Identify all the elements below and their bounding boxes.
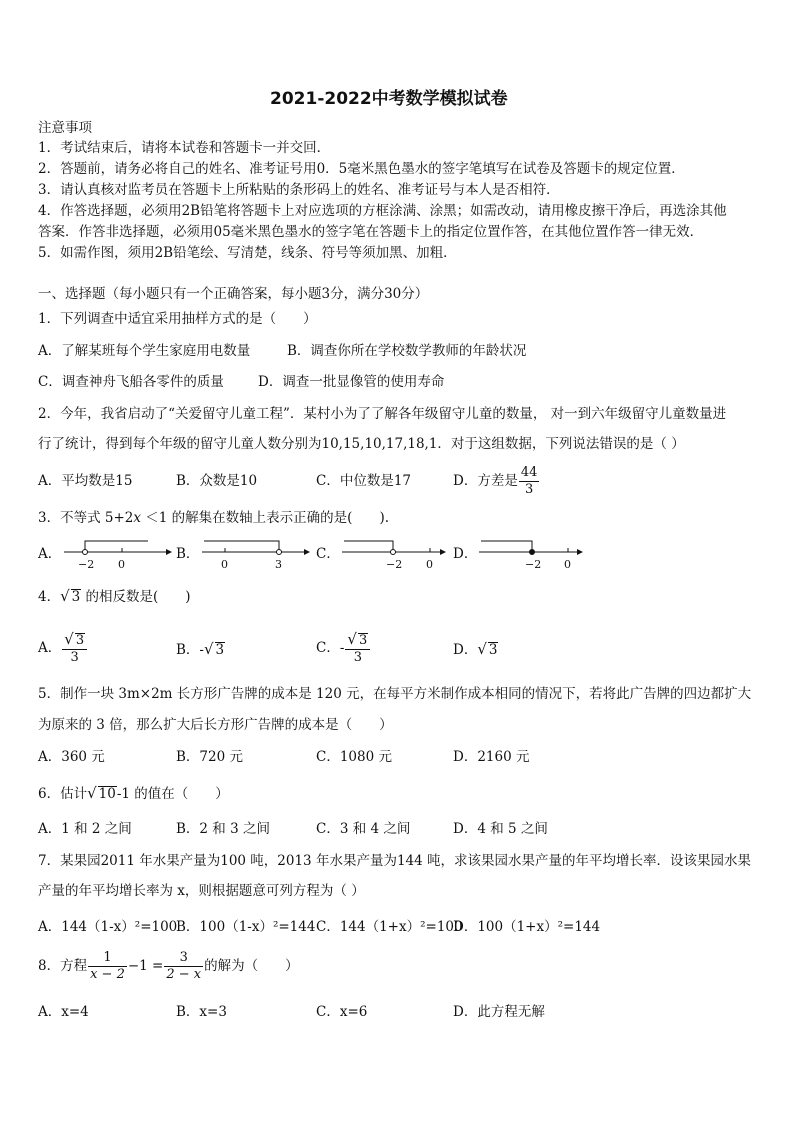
q8-option-d: D．此方程无解 <box>453 1004 545 1020</box>
q4-option-b-label: B．- <box>176 642 204 658</box>
notice-item-4-cont: 答案．作答非选择题，必须用05毫米黑色墨水的签字笔在答题卡上的指定位置作答，在其他位置作答一律无效． <box>38 224 704 240</box>
q7-stem-line2: 产量的年平均增长率为 x，则根据题意可列方程为（ ） <box>38 883 365 899</box>
page-title: 2021-2022中考数学模拟试卷 <box>270 89 508 109</box>
fraction-denominator: 2 − x <box>166 967 202 982</box>
q2-variance-fraction <box>519 466 540 497</box>
number-line-arrow <box>440 549 446 555</box>
q4-option-a-fraction <box>62 632 87 665</box>
q5-stem-line2: 为原来的 3 倍，那么扩大后长方形广告牌的成本是（ ） <box>38 717 393 733</box>
q4-option-d-label: D． <box>453 642 478 658</box>
notice-item-4: 4．作答选择题，必须用2B铅笔将答题卡上对应选项的方框涂满、涂黑；如需改动，请用橡皮擦干净后，再选涂其他 <box>38 203 727 219</box>
q6-option-a: A．1 和 2 之间 <box>38 821 132 837</box>
q7-option-d: D．100（1+x）²=144 <box>453 919 601 935</box>
number-line-arrow <box>166 549 172 555</box>
q8-option-a: A．x=4 <box>38 1004 89 1020</box>
q4-stem <box>38 589 191 605</box>
q2-stem-line2: 行了统计，得到每个年级的留守儿童人数分别为10,15,10,17,18,1．对于这组数据，下列说法错误的是（ ） <box>38 436 685 452</box>
fraction-denominator: 3 <box>524 482 534 497</box>
q1-option-a: A．了解某班每个学生家庭用电数量 <box>38 343 251 359</box>
notice-item-1: 1．考试结束后，请将本试卷和答题卡一并交回． <box>38 140 331 156</box>
solution-ray <box>204 541 279 550</box>
q8-fraction-left <box>88 951 127 982</box>
q2-option-d-label: D．方差是 <box>453 473 518 489</box>
q5-option-b: B．720 元 <box>176 749 243 765</box>
q4-option-c-fraction <box>345 632 370 665</box>
q3-stem-variable: x <box>133 510 141 526</box>
q2-option-d <box>453 466 540 497</box>
q6-option-c: C．3 和 4 之间 <box>316 821 411 837</box>
open-endpoint <box>391 550 396 555</box>
fraction-numerator: 3 <box>164 951 203 967</box>
q3-option-c-label: C． <box>316 546 340 562</box>
q4-option-c <box>316 632 371 665</box>
q2-option-c: C．中位数是17 <box>316 473 412 489</box>
open-endpoint <box>277 550 282 555</box>
tick-label-3: 3 <box>275 558 282 571</box>
q8-option-b: B．x=3 <box>176 1004 227 1020</box>
q8-stem <box>38 951 299 982</box>
q4-option-d <box>453 642 498 658</box>
number-line-arrow <box>304 549 310 555</box>
notice-item-5: 5．如需作图，须用2B铅笔绘、写清楚，线条、符号等须加黑、加粗． <box>38 245 457 261</box>
fraction-numerator: 1 <box>88 951 127 967</box>
q2-option-b: B．众数是10 <box>176 473 258 489</box>
radicand: 3 <box>75 633 85 648</box>
notice-heading: 注意事项 <box>38 120 92 136</box>
tick-label-neg2: −2 <box>78 558 95 571</box>
q4-number: 4． <box>38 589 61 605</box>
tick-label-0: 0 <box>426 558 433 571</box>
fraction-denominator: 3 <box>353 650 362 665</box>
q8-stem-post: 的解为（ ） <box>204 958 299 974</box>
radicand: 3 <box>215 642 225 658</box>
q3-stem-post: ＜1 的解集在数轴上表示正确的是( ). <box>141 510 389 526</box>
q7-option-b: B．100（1-x）²=144 <box>176 919 316 935</box>
q7-stem-line1: 7．某果园2011 年水果产量为100 吨，2013 年水果产量为144 吨，求该果园水果产量的年平均增长率．设该果园水果 <box>38 853 752 869</box>
sqrt-icon: √ <box>347 630 357 648</box>
q3-option-a-label: A． <box>38 546 62 562</box>
q7-option-a: A．144（1-x）²=100 <box>38 919 178 935</box>
q8-stem-pre: 8．方程 <box>38 958 88 974</box>
open-endpoint <box>83 550 88 555</box>
solution-ray <box>85 541 148 550</box>
q6-stem-pre: 6．估计 <box>38 786 88 802</box>
sqrt-icon: √ <box>203 640 214 658</box>
sqrt-icon: √ <box>477 640 487 658</box>
notice-item-3: 3．请认真核对监考员在答题卡上所粘贴的条形码上的姓名、准考证号与本人是否相符． <box>38 182 560 198</box>
q3-stem-pre: 3．不等式 5+2 <box>38 510 134 526</box>
q1-option-c: C．调查神舟飞船各零件的质量 <box>38 374 224 390</box>
q4-option-c-label: C．- <box>316 640 345 656</box>
q1-option-d: D．调查一批显像管的使用寿命 <box>258 374 445 390</box>
q5-option-c: C．1080 元 <box>316 749 392 765</box>
tick-label-0: 0 <box>221 558 228 571</box>
tick-label-0: 0 <box>564 558 571 571</box>
q8-stem-mid: −1 = <box>127 958 164 974</box>
q6-option-d: D．4 和 5 之间 <box>453 821 548 837</box>
sqrt-icon: √ <box>87 784 97 802</box>
q4-radicand: 3 <box>71 589 81 605</box>
q4-option-a <box>38 632 88 665</box>
q2-option-a: A．平均数是15 <box>38 473 133 489</box>
q8-fraction-right <box>164 951 203 982</box>
q6-radicand: 10 <box>98 786 116 802</box>
q2-stem-line1: 2．今年，我省启动了“关爱留守儿童工程”．某村小为了了解各年级留守儿童的数量， 对一到六年级留守儿童数量进 <box>38 406 727 422</box>
solution-ray <box>344 541 393 550</box>
q1-option-b: B．调查你所在学校数学教师的年龄状况 <box>287 343 527 359</box>
q6-stem-post: -1 的值在（ ） <box>116 786 229 802</box>
fraction-denominator: x − 2 <box>90 967 125 982</box>
q3-option-d-label: D． <box>453 546 478 562</box>
q7-option-c: C．144（1+x）²=100 <box>316 919 463 935</box>
q3-option-c-number-line <box>340 538 452 570</box>
section-heading: 一、选择题（每小题只有一个正确答案，每小题3分，满分30分） <box>38 286 429 302</box>
fraction-numerator <box>345 632 370 650</box>
q4-option-b <box>176 642 225 658</box>
q1-stem: 1．下列调查中适宜采用抽样方式的是（ ） <box>38 311 317 327</box>
q6-stem <box>38 786 229 802</box>
q3-option-b-label: B． <box>176 546 200 562</box>
sqrt-icon: √ <box>60 587 70 605</box>
fraction-denominator: 3 <box>70 650 79 665</box>
notice-item-2: 2．答题前，请务必将自己的姓名、准考证号用0．5毫米黑色墨水的签字笔填写在试卷及答题卡的规定位置． <box>38 161 685 177</box>
q3-stem <box>38 512 389 526</box>
q4-option-a-label: A． <box>38 640 62 656</box>
q3-option-d-number-line <box>477 538 589 570</box>
q4-stem-post: 的相反数是( ) <box>81 589 191 605</box>
q5-option-d: D．2160 元 <box>453 749 530 765</box>
q6-option-b: B．2 和 3 之间 <box>176 821 270 837</box>
solution-ray <box>481 541 532 550</box>
closed-endpoint <box>530 550 535 555</box>
radicand: 3 <box>358 633 368 648</box>
q5-option-a: A．360 元 <box>38 749 105 765</box>
tick-label-neg2: −2 <box>386 558 403 571</box>
q3-option-a-number-line <box>62 538 172 570</box>
radicand: 3 <box>488 642 498 658</box>
fraction-numerator: 44 <box>520 465 538 480</box>
sqrt-icon: √ <box>64 630 74 648</box>
fraction-numerator <box>62 632 87 650</box>
tick-label-neg2: −2 <box>525 558 542 571</box>
q5-stem-line1: 5．制作一块 3m×2m 长方形广告牌的成本是 120 元，在每平方米制作成本相同的情况下，若将此广告牌的四边都扩大 <box>38 686 752 702</box>
q8-option-c: C．x=6 <box>316 1004 368 1020</box>
tick-label-0: 0 <box>118 558 125 571</box>
q3-option-b-number-line <box>200 538 312 570</box>
number-line-arrow <box>577 549 583 555</box>
